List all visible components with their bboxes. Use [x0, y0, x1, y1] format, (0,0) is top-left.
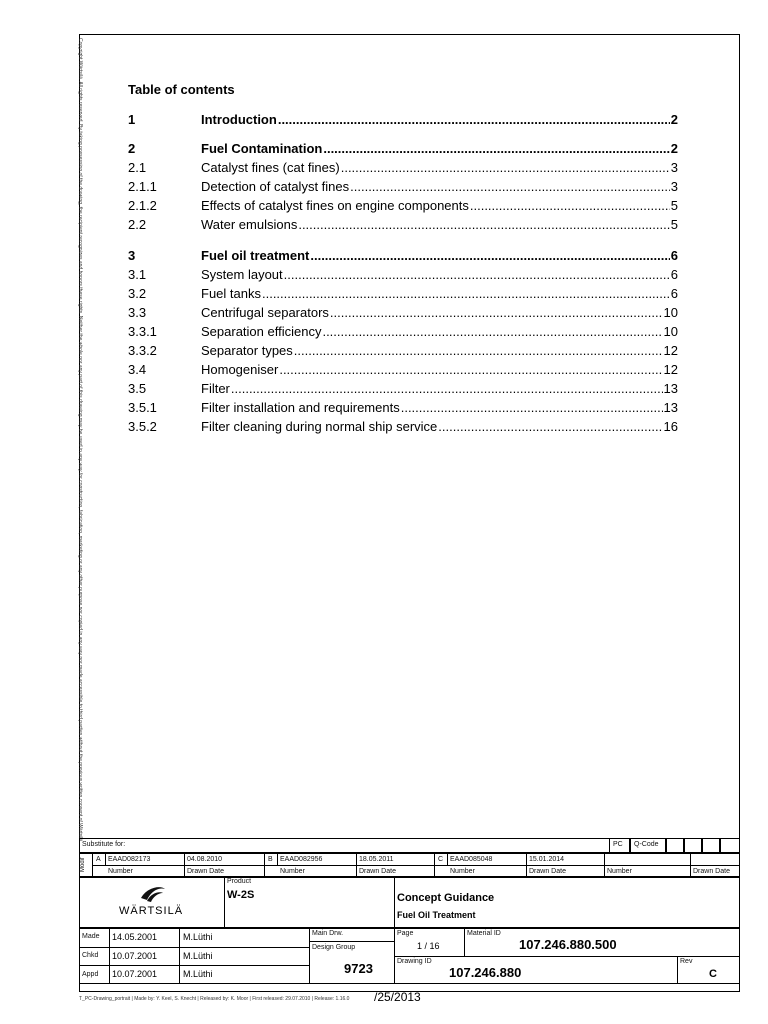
drawing-id-label: Drawing ID [397, 958, 432, 965]
appd-label: Appd [82, 971, 99, 978]
empty-cell [702, 838, 720, 853]
toc-entry-title: Fuel oil treatment [201, 248, 310, 263]
product-label: Product [227, 878, 252, 885]
divider [92, 865, 740, 866]
toc-entry-number: 3 [128, 248, 136, 263]
number-label: Number [108, 868, 133, 875]
divider [79, 965, 309, 966]
material-id-value: 107.246.880.500 [519, 937, 617, 952]
divider [184, 853, 185, 877]
chkd-label: Chkd [82, 952, 99, 959]
toc-entry-number: 3.4 [128, 362, 147, 377]
toc-entry[interactable] [128, 400, 678, 419]
toc-entry-number: 2.1 [128, 160, 147, 175]
toc-entry-title: Water emulsions [201, 217, 298, 232]
toc-entry-title: Introduction [201, 112, 277, 127]
toc-leader-dots [262, 286, 670, 301]
toc-entry-page: 13 [663, 381, 678, 396]
toc-leader-dots [284, 267, 670, 282]
made-label: Made [82, 933, 100, 940]
revision-date: 15.01.2014 [529, 856, 565, 863]
toc-entry-number: 3.5.1 [128, 400, 157, 415]
toc-entry-page: 2 [670, 112, 678, 127]
document-title: Concept Guidance [397, 892, 495, 904]
page-label: Page [397, 930, 414, 937]
toc-entry-title: Catalyst fines (cat fines) [201, 160, 340, 175]
wartsila-wordmark: WÄRTSILÄ [119, 905, 184, 917]
drawn-date-label: Drawn Date [529, 868, 566, 875]
document-subtitle: Fuel Oil Treatment [397, 910, 476, 920]
empty-cell [666, 838, 684, 853]
revision-letter: C [438, 856, 444, 863]
toc-leader-dots [294, 343, 663, 358]
toc-leader-dots [323, 141, 669, 156]
drawn-date-label: Drawn Date [693, 868, 730, 875]
divider [179, 928, 180, 984]
toc-leader-dots [310, 248, 669, 263]
toc-entry-page: 6 [670, 248, 678, 263]
divider [309, 941, 394, 942]
toc-entry[interactable] [128, 217, 678, 236]
toc-entry-title: Fuel tanks [201, 286, 261, 301]
footer-date: /25/2013 [374, 990, 421, 1004]
product-value: W-2S [227, 889, 255, 901]
made-by: M.Lüthi [183, 932, 213, 942]
revision-number: EAAD085048 [450, 856, 493, 863]
toc-entry[interactable] [128, 286, 678, 305]
toc-entry-number: 3.5 [128, 381, 147, 396]
divider [356, 853, 357, 877]
drawn-date-label: Drawn Date [359, 868, 396, 875]
toc-leader-dots [438, 419, 662, 434]
toc-leader-dots [341, 160, 670, 175]
toc-entry[interactable] [128, 324, 678, 343]
toc-entry-number: 3.1 [128, 267, 147, 282]
divider [105, 853, 106, 865]
toc-entry[interactable] [128, 141, 678, 160]
divider [447, 853, 448, 865]
toc-entry-title: Separation efficiency [201, 324, 322, 339]
toc-entry-number: 3.3 [128, 305, 147, 320]
toc-entry[interactable] [128, 362, 678, 381]
toc-entry[interactable] [128, 160, 678, 179]
toc-entry-number: 2.1.1 [128, 179, 157, 194]
rev-value: C [709, 968, 717, 980]
q-code-label: Q-Code [634, 841, 659, 848]
toc-leader-dots [322, 324, 662, 339]
toc-entry[interactable] [128, 419, 678, 438]
revision-number: EAAD082956 [280, 856, 323, 863]
toc-entry-number: 2.1.2 [128, 198, 157, 213]
appd-date: 10.07.2001 [112, 969, 158, 979]
toc-leader-dots [470, 198, 670, 213]
divider [92, 853, 93, 877]
toc-entry-number: 3.3.2 [128, 343, 157, 358]
copyright-text: Copyright Wärtsilä. All rights reserved. By taking possession of the drawing, the recipient recognizes and honors these rights. Neither the whole nor any part of this drawing may be used in any way for construction, fabrication, marketing or any other purpose nor copied in any way nor made accessible to third parties without the previous written consent of Wärtsilä [77, 38, 83, 842]
toc-entry-page: 12 [663, 343, 678, 358]
divider [434, 853, 435, 877]
toc-entry[interactable] [128, 305, 678, 324]
toc-entry-title: System layout [201, 267, 283, 282]
toc-entry-number: 2.2 [128, 217, 147, 232]
wartsila-logo-icon [117, 883, 187, 905]
page-value: 1 / 16 [417, 941, 440, 951]
divider [109, 928, 110, 984]
revision-letter: A [96, 856, 101, 863]
toc-entry[interactable] [128, 381, 678, 400]
toc-entry-page: 10 [663, 324, 678, 339]
toc-entry-title: Filter cleaning during normal ship service [201, 419, 438, 434]
number-label: Number [607, 868, 632, 875]
toc-entry-page: 13 [663, 400, 678, 415]
appd-by: M.Lüthi [183, 969, 213, 979]
divider [690, 853, 691, 877]
revision-date: 18.05.2011 [359, 856, 394, 863]
toc-entry-page: 3 [670, 160, 678, 175]
toc-entry-number: 3.3.1 [128, 324, 157, 339]
divider [526, 853, 527, 877]
toc-entry[interactable] [128, 267, 678, 286]
divider [224, 877, 225, 928]
toc-leader-dots [279, 362, 662, 377]
divider [604, 853, 605, 877]
material-id-label: Material ID [467, 930, 501, 937]
design-group-label: Design Group [312, 944, 356, 951]
toc-entry-title: Separator types [201, 343, 293, 358]
toc-leader-dots [401, 400, 663, 415]
toc-entry-page: 16 [663, 419, 678, 434]
revision-date: 04.08.2010 [187, 856, 223, 863]
made-date: 14.05.2001 [112, 932, 158, 942]
substitute-for-label: Substitute for: [82, 841, 126, 848]
toc-leader-dots [350, 179, 670, 194]
toc-entry-title: Filter installation and requirements [201, 400, 400, 415]
toc-entry-page: 5 [670, 217, 678, 232]
toc-entry[interactable] [128, 179, 678, 198]
toc-leader-dots [330, 305, 663, 320]
toc-entry[interactable] [128, 248, 678, 267]
revision-letter: B [268, 856, 273, 863]
toc-entry[interactable] [128, 198, 678, 217]
revision-number: EAAD082173 [108, 856, 151, 863]
main-drw-label: Main Drw. [312, 930, 344, 937]
toc-entry-page: 6 [670, 286, 678, 301]
divider [79, 947, 309, 948]
divider [677, 956, 678, 984]
toc-entry-page: 10 [663, 305, 678, 320]
toc-entry-page: 3 [670, 179, 678, 194]
empty-cell [720, 838, 740, 853]
toc-title: Table of contents [128, 82, 235, 97]
chkd-date: 10.07.2001 [112, 951, 158, 961]
divider [264, 853, 265, 877]
divider [309, 928, 310, 984]
toc-leader-dots [298, 217, 669, 232]
empty-cell [684, 838, 702, 853]
toc-entry-page: 12 [663, 362, 678, 377]
drawn-date-label: Drawn Date [187, 868, 224, 875]
footer-template-info: T_PC-Drawing_portrait | Made by: Y. Keel, S. Knecht | Released by: K. Moor | First released: 29.07.2010 | Release: 1.16.0 [79, 996, 350, 1002]
toc-entry-title: Effects of catalyst fines on engine components [201, 198, 469, 213]
pc-label: PC [613, 841, 623, 848]
number-label: Number [280, 868, 305, 875]
toc-entry-number: 1 [128, 112, 136, 127]
toc-entry-page: 2 [670, 141, 678, 156]
toc-leader-dots [231, 381, 663, 396]
design-group-value: 9723 [344, 961, 373, 976]
modif-label: Modif [80, 857, 86, 872]
divider [277, 853, 278, 865]
chkd-by: M.Lüthi [183, 951, 213, 961]
toc-entry-title: Homogeniser [201, 362, 279, 377]
divider [394, 956, 740, 957]
toc-entry-number: 3.5.2 [128, 419, 157, 434]
toc-leader-dots [278, 112, 670, 127]
number-label: Number [450, 868, 475, 875]
toc-entry-title: Fuel Contamination [201, 141, 323, 156]
toc-entry-page: 5 [670, 198, 678, 213]
divider [464, 928, 465, 956]
divider [394, 877, 395, 928]
toc-entry-title: Filter [201, 381, 230, 396]
rev-label: Rev [680, 958, 693, 965]
title-block [79, 838, 740, 986]
toc-entry-number: 3.2 [128, 286, 147, 301]
toc-entry-page: 6 [670, 267, 678, 282]
toc-entry-title: Centrifugal separators [201, 305, 329, 320]
toc-entry[interactable] [128, 343, 678, 362]
wartsila-logo [117, 883, 187, 921]
drawing-id-value: 107.246.880 [449, 965, 522, 980]
toc-entry-title: Detection of catalyst fines [201, 179, 350, 194]
toc-entry-number: 2 [128, 141, 136, 156]
toc-entry[interactable] [128, 112, 678, 131]
